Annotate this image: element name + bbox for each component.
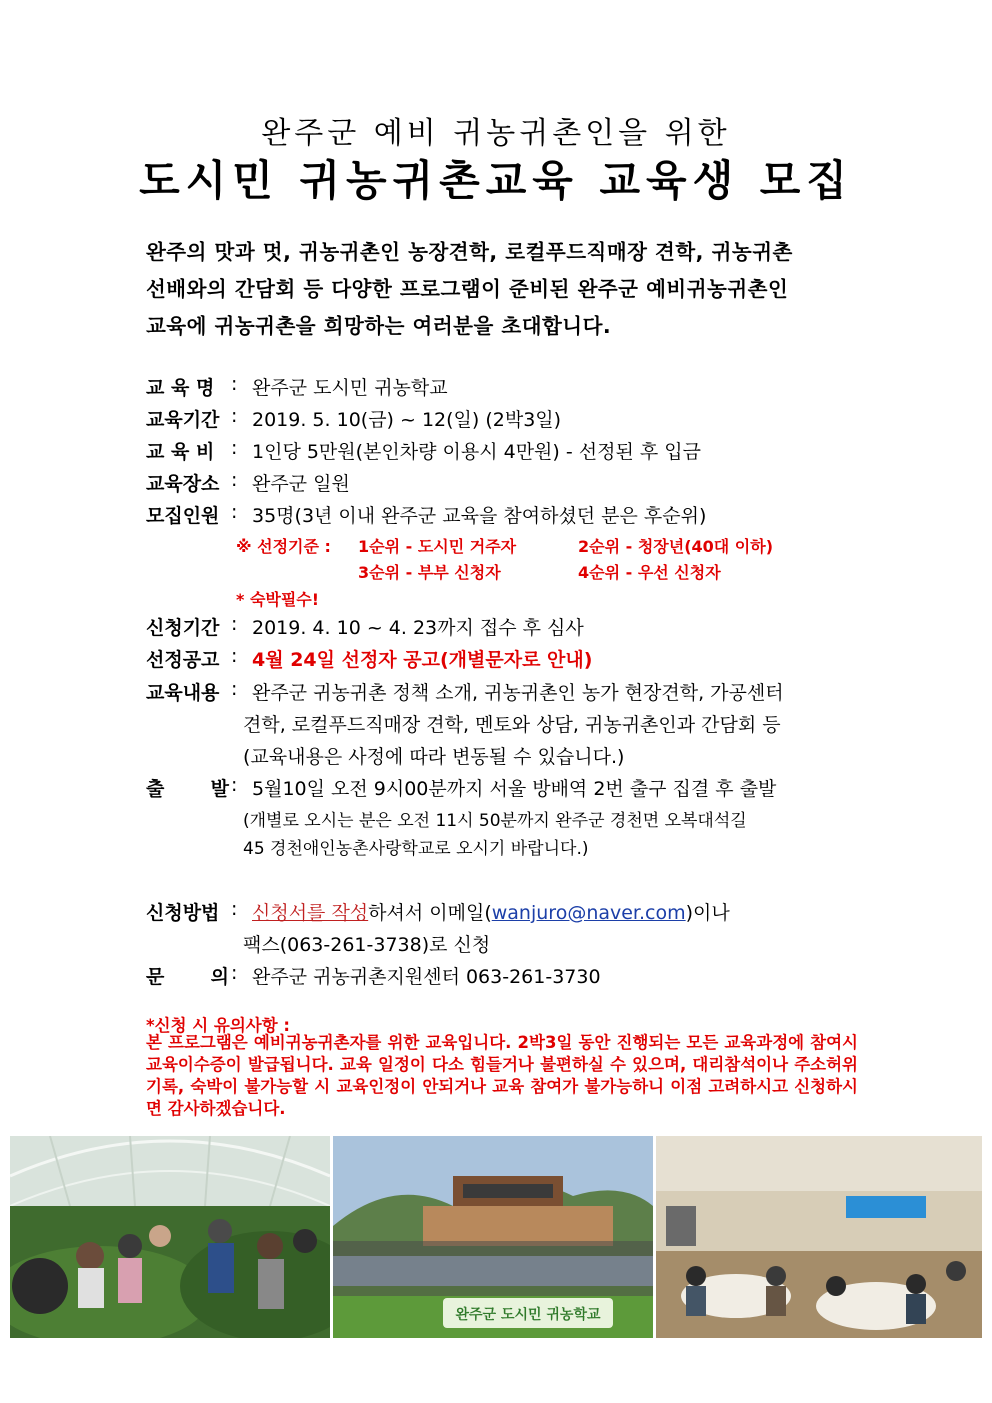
criteria-rank-4: 4순위 - 우선 신청자	[578, 563, 721, 582]
intro-line-3: 교육에 귀농귀촌을 희망하는 여러분을 초대합니다.	[146, 314, 612, 338]
label-place: 교육장소	[146, 473, 220, 495]
value-method-line-1	[252, 898, 730, 925]
colon: :	[231, 437, 238, 459]
value-place: 완주군 일원	[252, 473, 350, 495]
colon: :	[231, 678, 238, 700]
label-apply-period: 신청기간	[146, 617, 220, 639]
criteria-rank-1: 1순위 - 도시민 거주자	[358, 537, 517, 556]
colon: :	[231, 962, 238, 984]
value-announce: 4월 24일 선정자 공고(개별문자로 안내)	[252, 649, 593, 671]
banner-text: 완주군 도시민 귀농학교	[455, 1307, 601, 1323]
criteria-rank-3: 3순위 - 부부 신청자	[358, 563, 501, 582]
value-content-line-2: 견학, 로컬푸드직매장 견학, 멘토와 상담, 귀농귀촌인과 간담회 등	[243, 714, 781, 736]
value-depart-line-1: 5월10일 오전 9시00분까지 서울 방배역 2번 출구 집결 후 출발	[252, 778, 777, 800]
colon: :	[231, 774, 238, 796]
subtitle: 완주군 예비 귀농귀촌인을 위한	[261, 116, 731, 151]
photo-meeting	[656, 1136, 982, 1338]
value-course-name: 완주군 도시민 귀농학교	[252, 377, 448, 399]
label-depart: 출 발	[146, 778, 230, 800]
colon: :	[231, 501, 238, 523]
label-course-period: 교육기간	[146, 409, 220, 431]
intro-line-2: 선배와의 간담회 등 다양한 프로그램이 준비된 완주군 예비귀농귀촌인	[146, 277, 789, 301]
label-fee: 교 육 비	[146, 441, 215, 463]
value-recruit: 35명(3년 이내 완주군 교육을 참여하셨던 분은 후순위)	[252, 505, 707, 527]
label-inquiry: 문 의	[146, 966, 230, 988]
intro-line-1: 완주의 맛과 멋, 귀농귀촌인 농장견학, 로컬푸드직매장 견학, 귀농귀촌	[146, 240, 793, 264]
criteria-stay-required: * 숙박필수!	[236, 590, 320, 609]
label-method: 신청방법	[146, 902, 220, 924]
value-apply-period: 2019. 4. 10 ~ 4. 23까지 접수 후 심사	[252, 617, 584, 639]
page-title: 도시민 귀농귀촌교육 교육생 모집	[139, 156, 853, 205]
label-recruit: 모집인원	[146, 505, 220, 527]
notice-body: 본 프로그램은 예비귀농귀촌자를 위한 교육입니다. 2박3일 동안 진행되는 모든 교육과정에 참여시 교육이수증이 발급됩니다. 교육 일정이 다소 힘들거나 불편하실 수 있으며, 대리참석이나 주소허위기록, 숙박이 불가능할 시 교육인정이 안되거나 교육 참여가 불가능하니 이점 고려하시고 신청하시면 감사하겠습니다.	[146, 1033, 858, 1118]
criteria-rank-2: 2순위 - 청장년(40대 이하)	[578, 537, 774, 556]
colon: :	[231, 613, 238, 635]
value-content-line-3: (교육내용은 사정에 따라 변동될 수 있습니다.)	[243, 746, 625, 768]
colon: :	[231, 373, 238, 395]
photo-group	[333, 1136, 653, 1338]
value-depart-line-3: 45 경천애인농촌사랑학교로 오시기 바랍니다.)	[243, 839, 589, 859]
colon: :	[231, 405, 238, 427]
photo-greenhouse	[10, 1136, 330, 1338]
method-tail-text: )이나	[685, 902, 730, 924]
value-inquiry: 완주군 귀농귀촌지원센터 063-261-3730	[252, 966, 601, 988]
value-fee: 1인당 5만원(본인차량 이용시 4만원) - 선정된 후 입금	[252, 441, 701, 463]
value-depart-line-2: (개별로 오시는 분은 오전 11시 50분까지 완주군 경천면 오복대석길	[243, 811, 747, 831]
label-course-name: 교 육 명	[146, 377, 215, 399]
notice-title: *신청 시 유의사항 :	[146, 1016, 291, 1035]
email-link[interactable]: wanjuro@naver.com	[491, 902, 686, 924]
label-content: 교육내용	[146, 682, 220, 704]
label-announce: 선정공고	[146, 649, 220, 671]
colon: :	[231, 469, 238, 491]
value-course-period: 2019. 5. 10(금) ~ 12(일) (2박3일)	[252, 409, 562, 431]
criteria-label: ※ 선정기준 :	[236, 537, 331, 556]
colon: :	[231, 898, 238, 920]
value-content-line-1: 완주군 귀농귀촌 정책 소개, 귀농귀촌인 농가 현장견학, 가공센터	[252, 682, 784, 704]
colon: :	[231, 645, 238, 667]
application-form-link[interactable]: 신청서를 작성	[252, 902, 369, 924]
value-method-line-2: 팩스(063-261-3738)로 신청	[243, 934, 491, 956]
method-mid-text: 하셔서 이메일(	[368, 902, 492, 924]
